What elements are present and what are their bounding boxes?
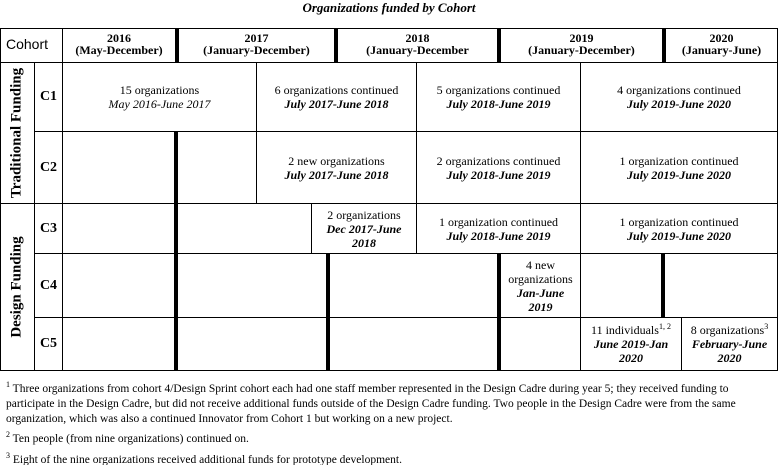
row-label-c5: C5 bbox=[39, 336, 58, 351]
thick-divider-2020 bbox=[661, 253, 665, 317]
cell-c3-2018 bbox=[417, 204, 580, 253]
cell-c1-2018-dates: July 2018-June 2019 bbox=[446, 97, 551, 111]
row-label-c4: C4 bbox=[39, 277, 58, 293]
cell-c4-2019-unit: organizations bbox=[508, 271, 573, 286]
cell-c1-2019-dates: July 2019-June 2020 bbox=[626, 97, 731, 111]
row-label-c1: C1 bbox=[39, 89, 58, 104]
cell-c3-2019-dates: July 2019-June 2020 bbox=[626, 228, 731, 243]
year-2020-label: 2020 bbox=[709, 31, 734, 45]
cell-c1-2016 bbox=[63, 63, 256, 131]
cell-c5-2019-count-text: 11 individuals bbox=[591, 323, 659, 337]
cell-c5-2019-dates-year: 2020 bbox=[619, 351, 643, 365]
footnote-ref-1-2: 1, 2 bbox=[658, 322, 671, 331]
footnote-3-number: 3 bbox=[6, 451, 10, 460]
year-2016-header bbox=[63, 32, 175, 56]
year-2018-label: 2018 bbox=[405, 31, 430, 45]
year-2017-range: (January-December) bbox=[203, 43, 310, 57]
cell-c2-2017 bbox=[257, 132, 416, 203]
thick-divider-2017 bbox=[174, 132, 178, 370]
year-2017-label: 2017 bbox=[244, 31, 269, 45]
year-2018-range: (January-December bbox=[366, 43, 469, 57]
cell-c2-2019-dates: July 2019-June 2020 bbox=[626, 167, 731, 182]
cell-c5-2019-dates: June 2019-Jan bbox=[593, 337, 669, 351]
year-2017-header bbox=[179, 32, 334, 56]
table-title: Organizations funded by Cohort bbox=[302, 0, 476, 15]
cell-c1-2016-count: 15 organizations bbox=[119, 83, 200, 97]
footnote-1 bbox=[6, 377, 772, 427]
year-2020-range: (January-June) bbox=[681, 43, 762, 57]
year-2019-header bbox=[501, 32, 662, 56]
cell-c3-2017-dates-year: 2018 bbox=[352, 235, 376, 250]
cell-c2-2018 bbox=[417, 132, 580, 203]
row-label-c2: C2 bbox=[39, 159, 58, 175]
cell-c2-2017-count: 2 new organizations bbox=[288, 153, 385, 168]
cell-c5-2020 bbox=[682, 318, 777, 370]
cell-c2-2019 bbox=[581, 132, 777, 203]
year-2018-header bbox=[338, 32, 497, 56]
cell-c5-2019-count bbox=[591, 323, 671, 337]
footnote-1-text: Three organizations from cohort 4/Design Sprint cohort each had one staff member represented in the Design Cadre during year 5; they received funding to participate in the Design Cadre, but did not receive additional funds outside of the Design Cadre funding. Two people in the Design Cadre were from the same organization, which was also a continued Innovator from Cohort 1 but working on a new project. bbox=[6, 382, 736, 425]
cell-c4-2019 bbox=[501, 254, 580, 317]
cell-c3-2019-count: 1 organization continued bbox=[619, 214, 739, 229]
table-bottom-border bbox=[0, 370, 778, 371]
cell-c1-2018 bbox=[417, 63, 580, 131]
cell-c5-2020-count-text: 8 organizations bbox=[690, 323, 765, 337]
year-2016-range: (May-December) bbox=[75, 43, 163, 57]
year-2016-label: 2016 bbox=[107, 31, 131, 45]
footnote-2-number: 2 bbox=[6, 430, 10, 439]
cell-c1-2019 bbox=[581, 63, 777, 131]
footnote-ref-3: 3 bbox=[764, 322, 769, 331]
cell-c3-2017-count: 2 organizations bbox=[327, 207, 401, 222]
thick-divider-2018 bbox=[326, 253, 330, 370]
group-design-funding: Design Funding bbox=[8, 236, 25, 338]
cell-c1-2019-count: 4 organizations continued bbox=[617, 83, 741, 97]
year-2020-header bbox=[666, 32, 777, 56]
cell-c4-2019-dates-year: 2019 bbox=[528, 299, 553, 314]
cell-c1-2017-dates: July 2017-June 2018 bbox=[284, 97, 389, 111]
footnote-3 bbox=[6, 448, 772, 465]
cell-c5-2020-dates-year: 2020 bbox=[717, 351, 742, 365]
cell-c1-2018-count: 5 organizations continued bbox=[436, 83, 561, 97]
group-traditional-funding: Traditional Funding bbox=[8, 67, 25, 199]
cell-c4-2019-dates: Jan-June bbox=[516, 285, 565, 300]
cell-c3-2018-count: 1 organization continued bbox=[438, 214, 559, 229]
cell-c5-2019 bbox=[581, 318, 681, 370]
cell-c1-2017-count: 6 organizations continued bbox=[274, 83, 399, 97]
footnote-3-text: Eight of the nine organizations received additional funds for prototype development. bbox=[12, 453, 402, 465]
year-2019-label: 2019 bbox=[569, 31, 594, 45]
cell-c4-2019-count: 4 new bbox=[526, 257, 555, 272]
footnote-2-text: Ten people (from nine organizations) continued on. bbox=[12, 432, 249, 445]
cell-c3-2018-dates: July 2018-June 2019 bbox=[446, 228, 551, 243]
cell-c1-2017 bbox=[257, 63, 416, 131]
year-2019-range: (January-December) bbox=[528, 43, 635, 57]
cell-c2-2018-dates: July 2018-June 2019 bbox=[446, 167, 551, 182]
footnote-2 bbox=[6, 427, 772, 447]
cell-c2-2018-count: 2 organizations continued bbox=[436, 153, 561, 168]
cell-c5-2020-count bbox=[691, 323, 768, 337]
cohort-header: Cohort bbox=[6, 36, 49, 52]
cell-c3-2017 bbox=[312, 204, 416, 253]
cell-c2-2017-dates: July 2017-June 2018 bbox=[284, 167, 389, 182]
cell-c3-2017-dates: Dec 2017-June bbox=[326, 221, 402, 236]
table-left-border bbox=[0, 28, 1, 370]
cell-c2-2019-count: 1 organization continued bbox=[619, 153, 739, 168]
row-c3-bottom-border bbox=[34, 253, 778, 254]
cell-c5-2020-dates: February-June bbox=[691, 337, 768, 351]
footnote-1-number: 1 bbox=[6, 380, 10, 389]
cell-c3-2019 bbox=[581, 204, 777, 253]
row-label-c3: C3 bbox=[39, 220, 58, 236]
cell-c1-2016-dates: May 2016-June 2017 bbox=[108, 97, 211, 111]
